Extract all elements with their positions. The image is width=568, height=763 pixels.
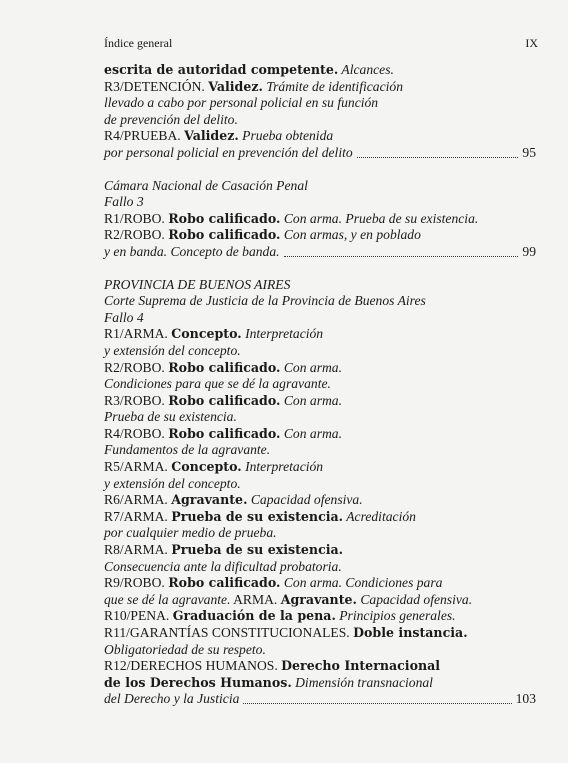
section-gap bbox=[104, 261, 536, 277]
index-line bbox=[104, 343, 536, 360]
toc-entry-line bbox=[104, 145, 536, 162]
entry-heading: Prueba de su existencia. bbox=[171, 508, 344, 524]
entry-heading: Graduación de la pena. bbox=[172, 608, 336, 624]
entry-description: Con arma. Condiciones para bbox=[280, 575, 443, 591]
entry-description: Condiciones para que se dé la agravante. bbox=[104, 376, 331, 392]
index-line bbox=[104, 608, 536, 625]
entry-description: por cualquier medio de prueba. bbox=[104, 525, 277, 541]
entry-description: Capacidad ofensiva. bbox=[247, 492, 363, 508]
index-line bbox=[104, 525, 536, 542]
dot-leader bbox=[243, 691, 511, 704]
entry-heading: Concepto. bbox=[171, 459, 242, 475]
entry-description: Alcances. bbox=[338, 62, 394, 77]
index-line bbox=[104, 592, 536, 609]
toc-page-number: 95 bbox=[522, 144, 536, 160]
entry-code: R3/DETENCIÓN. bbox=[104, 78, 209, 94]
index-line bbox=[104, 326, 536, 343]
entry-code: ARMA. bbox=[230, 591, 281, 607]
index-line bbox=[104, 277, 536, 294]
index-line bbox=[104, 459, 536, 476]
index-line bbox=[104, 62, 536, 79]
entry-code: R3/ROBO. bbox=[104, 392, 169, 408]
entry-description: Con arma. bbox=[280, 392, 342, 408]
entry-description: Principios generales. bbox=[335, 608, 456, 624]
entry-description: de prevención del delito. bbox=[104, 111, 238, 127]
index-line bbox=[104, 476, 536, 493]
index-line bbox=[104, 293, 536, 310]
entry-description: del Derecho y la Justicia bbox=[104, 691, 240, 707]
entry-description: Interpretación bbox=[241, 459, 324, 475]
index-line bbox=[104, 575, 536, 592]
index-line bbox=[104, 79, 536, 96]
entry-code: R4/PRUEBA. bbox=[104, 128, 185, 144]
index-content bbox=[104, 62, 536, 708]
index-line bbox=[104, 360, 536, 377]
entry-description: Corte Suprema de Justicia de la Provincia de Buenos Aires bbox=[104, 293, 426, 309]
entry-description: Cámara Nacional de Casación Penal bbox=[104, 177, 308, 193]
entry-description: Con armas, y en poblado bbox=[280, 227, 421, 243]
toc-entry-line bbox=[104, 244, 536, 261]
index-line bbox=[104, 310, 536, 327]
index-line bbox=[104, 625, 536, 642]
entry-description: Prueba obtenida bbox=[238, 128, 334, 144]
entry-heading: Validez. bbox=[184, 128, 239, 144]
entry-description: Fallo 3 bbox=[104, 194, 144, 210]
entry-code: R10/PENA. bbox=[104, 608, 173, 624]
toc-page-number: 103 bbox=[515, 691, 536, 707]
entry-code: R11/GARANTÍAS CONSTITUCIONALES. bbox=[104, 625, 354, 640]
running-header bbox=[104, 36, 538, 51]
entry-description: PROVINCIA DE BUENOS AIRES bbox=[104, 276, 291, 292]
entry-description: Capacidad ofensiva. bbox=[356, 591, 473, 607]
entry-description: Obligatoriedad de su respeto. bbox=[104, 641, 266, 657]
entry-code: R8/ARMA. bbox=[104, 542, 172, 558]
index-line bbox=[104, 559, 536, 576]
entry-code: R12/DERECHOS HUMANOS. bbox=[104, 658, 282, 674]
entry-description: llevado a cabo por personal policial en su función bbox=[104, 95, 379, 111]
header-title: Índice general bbox=[104, 36, 173, 50]
entry-heading: escrita de autoridad competente. bbox=[104, 62, 339, 77]
entry-heading: Agravante. bbox=[171, 492, 248, 508]
entry-heading: de los Derechos Humanos. bbox=[104, 674, 292, 690]
index-line bbox=[104, 95, 536, 112]
index-line bbox=[104, 128, 536, 145]
section-gap bbox=[104, 162, 536, 178]
toc-page-number: 99 bbox=[522, 243, 536, 259]
entry-code: R6/ARMA. bbox=[104, 492, 172, 508]
entry-heading: Robo calificado. bbox=[168, 227, 281, 243]
entry-description: Fallo 4 bbox=[104, 309, 144, 325]
entry-description: Con arma. bbox=[280, 359, 342, 375]
index-line bbox=[104, 426, 536, 443]
entry-description: y extensión del concepto. bbox=[104, 475, 241, 491]
entry-heading: Robo calificado. bbox=[168, 425, 281, 441]
entry-description: Consecuencia ante la dificultad probatoria. bbox=[104, 558, 342, 574]
entry-description: Con arma. Prueba de su existencia. bbox=[280, 210, 479, 226]
toc-entry-line bbox=[104, 691, 536, 708]
entry-description: y extensión del concepto. bbox=[104, 342, 241, 358]
index-line bbox=[104, 492, 536, 509]
index-line bbox=[104, 442, 536, 459]
entry-code: R9/ROBO. bbox=[104, 575, 169, 591]
index-line bbox=[104, 112, 536, 129]
entry-code: R1/ARMA. bbox=[104, 326, 172, 342]
entry-heading: Robo calificado. bbox=[168, 392, 281, 408]
index-line bbox=[104, 227, 536, 244]
entry-heading: Robo calificado. bbox=[168, 210, 281, 226]
index-line bbox=[104, 376, 536, 393]
entry-description: Dimensión transnacional bbox=[291, 674, 433, 690]
index-line bbox=[104, 194, 536, 211]
entry-description: Con arma. bbox=[280, 425, 342, 441]
index-line bbox=[104, 409, 536, 426]
entry-heading: Doble instancia. bbox=[353, 625, 468, 640]
index-line bbox=[104, 211, 536, 228]
entry-code: R1/ROBO. bbox=[104, 210, 169, 226]
entry-code: R7/ARMA. bbox=[104, 508, 172, 524]
entry-heading: Robo calificado. bbox=[168, 575, 281, 591]
index-line bbox=[104, 675, 536, 692]
entry-description: por personal policial en prevención del delito bbox=[104, 144, 353, 160]
entry-description: Acreditación bbox=[343, 508, 416, 524]
dot-leader bbox=[284, 244, 519, 257]
dot-leader bbox=[357, 145, 519, 158]
entry-code: R5/ARMA. bbox=[104, 459, 172, 475]
index-line bbox=[104, 393, 536, 410]
entry-description: Prueba de su existencia. bbox=[104, 409, 237, 425]
index-line bbox=[104, 642, 536, 659]
index-line bbox=[104, 509, 536, 526]
entry-heading: Prueba de su existencia. bbox=[171, 542, 344, 558]
page-number: IX bbox=[525, 36, 538, 50]
entry-description: Fundamentos de la agravante. bbox=[104, 442, 271, 458]
entry-code: R2/ROBO. bbox=[104, 227, 169, 243]
entry-heading: Robo calificado. bbox=[168, 359, 281, 375]
entry-description: y en banda. Concepto de banda. bbox=[104, 243, 280, 259]
entry-description: Interpretación bbox=[241, 326, 324, 342]
entry-description: Trámite de identificación bbox=[262, 78, 403, 94]
entry-heading: Derecho Internacional bbox=[281, 658, 441, 674]
index-line bbox=[104, 658, 536, 675]
entry-heading: Validez. bbox=[208, 78, 263, 94]
entry-heading: Concepto. bbox=[171, 326, 242, 342]
entry-description: que se dé la agravante. bbox=[104, 591, 231, 607]
index-line bbox=[104, 542, 536, 559]
entry-code: R4/ROBO. bbox=[104, 425, 169, 441]
index-line bbox=[104, 178, 536, 195]
entry-code: R2/ROBO. bbox=[104, 359, 169, 375]
entry-heading: Agravante. bbox=[280, 591, 357, 607]
